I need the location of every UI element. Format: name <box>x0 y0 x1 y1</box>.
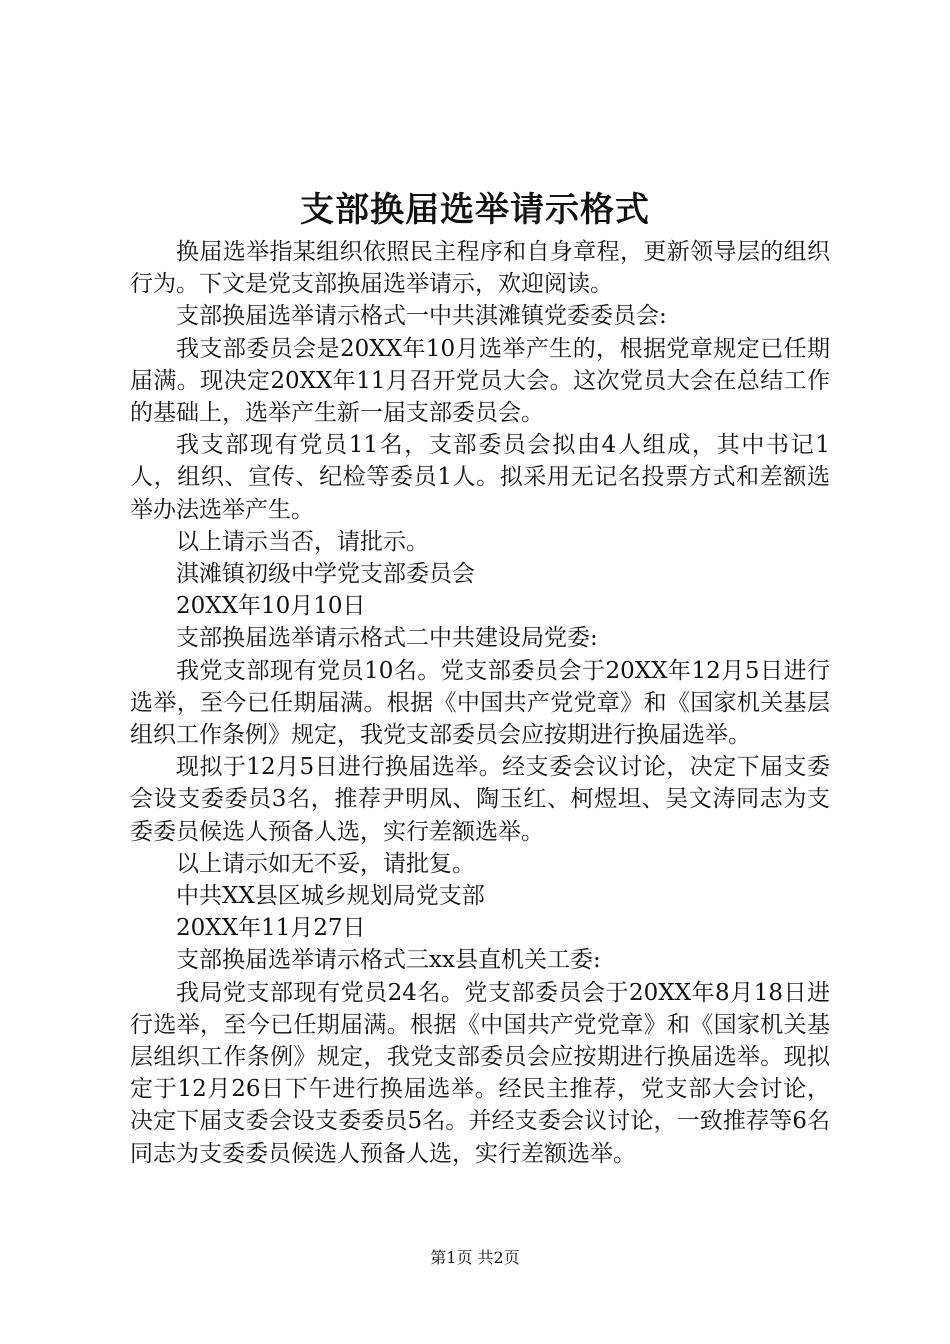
paragraph-format1-signature: 淇滩镇初级中学党支部委员会 <box>176 561 475 588</box>
paragraph-format3-heading: 支部换届选举请示格式三xx县直机关工委: <box>176 947 601 974</box>
paragraph-format2-heading: 支部换届选举请示格式二中共建设局党委: <box>176 625 598 652</box>
paragraph-format1-body1: 我支部委员会是20XX年10月选举产生的，根据党章规定已任期届满。现决定20XX年11月召开党员大会。这次党员大会在总结工作的基础上，选举产生新一届支部委员会。 <box>130 335 830 427</box>
paragraph-format2-signature: 中共XX县区城乡规划局党支部 <box>176 883 485 910</box>
paragraph-format1-heading: 支部换届选举请示格式一中共淇滩镇党委委员会: <box>176 303 667 330</box>
paragraph-format3-body: 我局党支部现有党员24名。党支部委员会于20XX年8月18日进行选举，至今已任期届满。根据《中国共产党党章》和《国家机关基层组织工作条例》规定，我党支部委员会应按期进行换届选举。现拟定于12月26日下午进行换届选举。经民主推荐，党支部大会讨论，决定下届支委会设支委委员5名。并经支委会议讨论，一致推荐等6名同志为支委委员候选人预备人选，实行差额选举。 <box>130 979 830 1167</box>
page-number-footer: 第1页 共2页 <box>430 1248 520 1267</box>
paragraph-format1-body2: 我支部现有党员11名，支部委员会拟由4人组成，其中书记1人，组织、宣传、纪检等委员1人。拟采用无记名投票方式和差额选举办法选举产生。 <box>130 432 830 523</box>
document-body <box>130 236 830 1170</box>
paragraph-format2-body2: 现拟于12月5日进行换届选举。经支委会议讨论，决定下届支委会设支委委员3名，推荐尹明凤、陶玉红、柯煜坦、吴文涛同志为支委委员候选人预备人选，实行差额选举。 <box>130 754 830 845</box>
paragraph-intro: 换届选举指某组织依照民主程序和自身章程，更新领导层的组织行为。下文是党支部换届选举请示，欢迎阅读。 <box>130 239 830 298</box>
paragraph-format2-date: 20XX年11月27日 <box>176 915 366 942</box>
document-title: 支部换届选举请示格式 <box>300 190 650 230</box>
paragraph-format1-date: 20XX年10月10日 <box>176 593 366 620</box>
paragraph-format1-closing: 以上请示当否，请批示。 <box>176 528 429 555</box>
paragraph-format2-closing: 以上请示如无不妥，请批复。 <box>176 850 475 877</box>
paragraph-format2-body1: 我党支部现有党员10名。党支部委员会于20XX年12月5日进行选举，至今已任期届满。根据《中国共产党党章》和《国家机关基层组织工作条例》规定，我党支部委员会应按期进行换届选举。 <box>130 657 830 749</box>
